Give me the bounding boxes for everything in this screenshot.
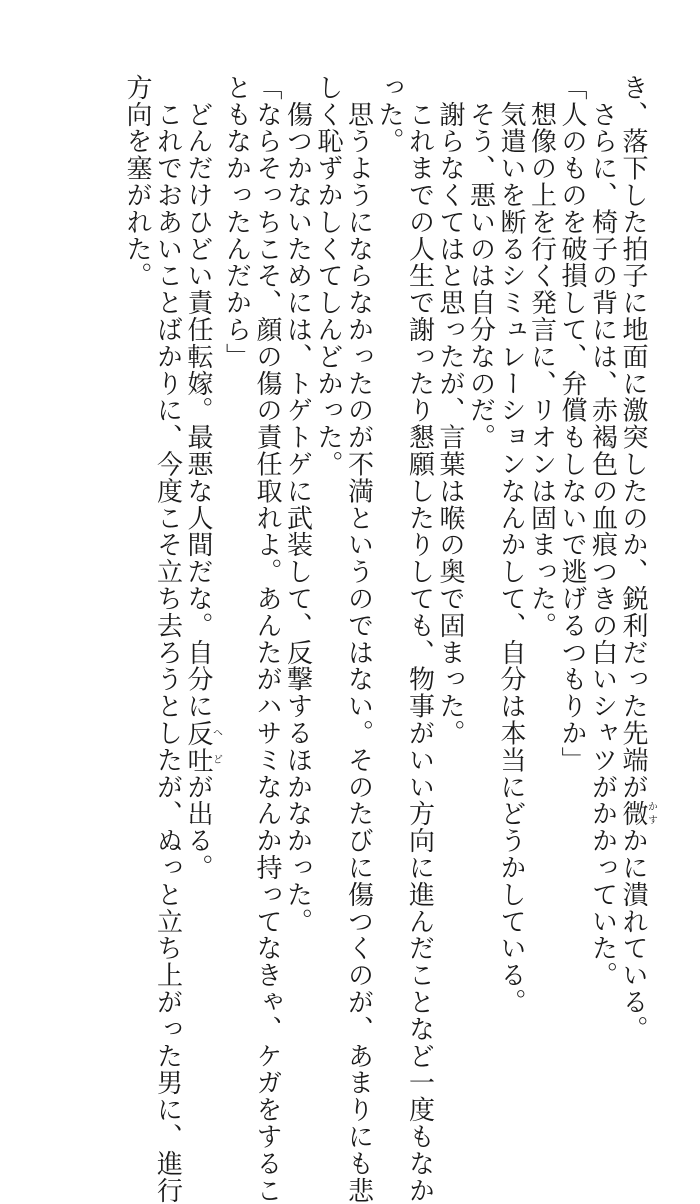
ruby-base: 反吐 (183, 719, 213, 774)
text-line (404, 74, 435, 1204)
text-segment: ともなかったんだから」 (221, 74, 252, 370)
text-line (587, 74, 618, 989)
text-line (374, 74, 405, 974)
text-segment: そう、悪いのは自分なのだ。 (465, 74, 496, 451)
text-segment: どんだけひどい責任転嫁。最悪な人間だな。自分に (183, 74, 213, 720)
text-segment: 方向を塞がれた。 (122, 74, 152, 290)
text-segment: き、落下した拍子に地面に激突したのか、鋭利だった先端が (618, 74, 648, 801)
text-segment: 想像の上を行く発言に、リオンは固まった。 (526, 74, 557, 639)
text-segment: 「ならそっちこそ、顔の傷の責任取れよ。あんたがハサミなんか持ってなきゃ、ケガをするこ (252, 74, 282, 1204)
text-segment: さらに、椅子の背には、赤褐色の血痕つきの白いシャツがかかっていた。 (587, 74, 618, 989)
text-line (435, 74, 466, 974)
text-line (152, 74, 183, 1204)
text-line (282, 74, 313, 974)
ruby-reading: へど (210, 719, 222, 774)
text-line (183, 74, 222, 974)
text-segment: これまでの人生で謝ったり懇願したりしても、物事がいい方向に進んだことなど一度もなか (404, 74, 435, 1204)
text-line (122, 74, 153, 974)
text-segment: 気遣いを断るシミュレーションなんかして、自分は本当にどうかしている。 (496, 74, 526, 1016)
text-line (618, 74, 657, 1043)
text-segment: が出る。 (183, 773, 213, 882)
text-line (221, 74, 252, 974)
text-segment: かに潰れている。 (618, 827, 648, 1043)
text-line (526, 74, 557, 974)
text-line (313, 74, 344, 974)
text-segment: これでおあいことばかりに、今度こそ立ち去ろうとしたが、ぬっと立ち上がった男に、進行 (152, 74, 183, 1204)
text-segment: 思うようにならなかったのが不満というのではない。そのたびに傷つくのが、あまりにも悲 (343, 74, 374, 1204)
text-segment: 傷つかないためには、トゲトゲに武装して、反撃するほかなかった。 (282, 74, 313, 935)
text-line (496, 74, 527, 1016)
text-segment: 謝らなくてはと思ったが、言葉は喉の奥で固まった。 (435, 74, 465, 747)
ruby-annotation (618, 800, 657, 828)
text-line (343, 74, 374, 1204)
text-line (252, 74, 283, 1204)
text-line (465, 74, 496, 974)
ruby-annotation (183, 719, 222, 774)
ruby-reading: かす (645, 800, 657, 828)
text-segment: った。 (374, 74, 404, 155)
vertical-text-block (122, 74, 657, 1204)
text-segment: しく恥ずかしくてしんどかった。 (313, 74, 343, 478)
text-segment: 「人のものを破損して、弁償もしないで逃げるつもりか」 (557, 74, 587, 774)
text-line (557, 74, 588, 974)
ruby-base: 微 (618, 800, 648, 828)
